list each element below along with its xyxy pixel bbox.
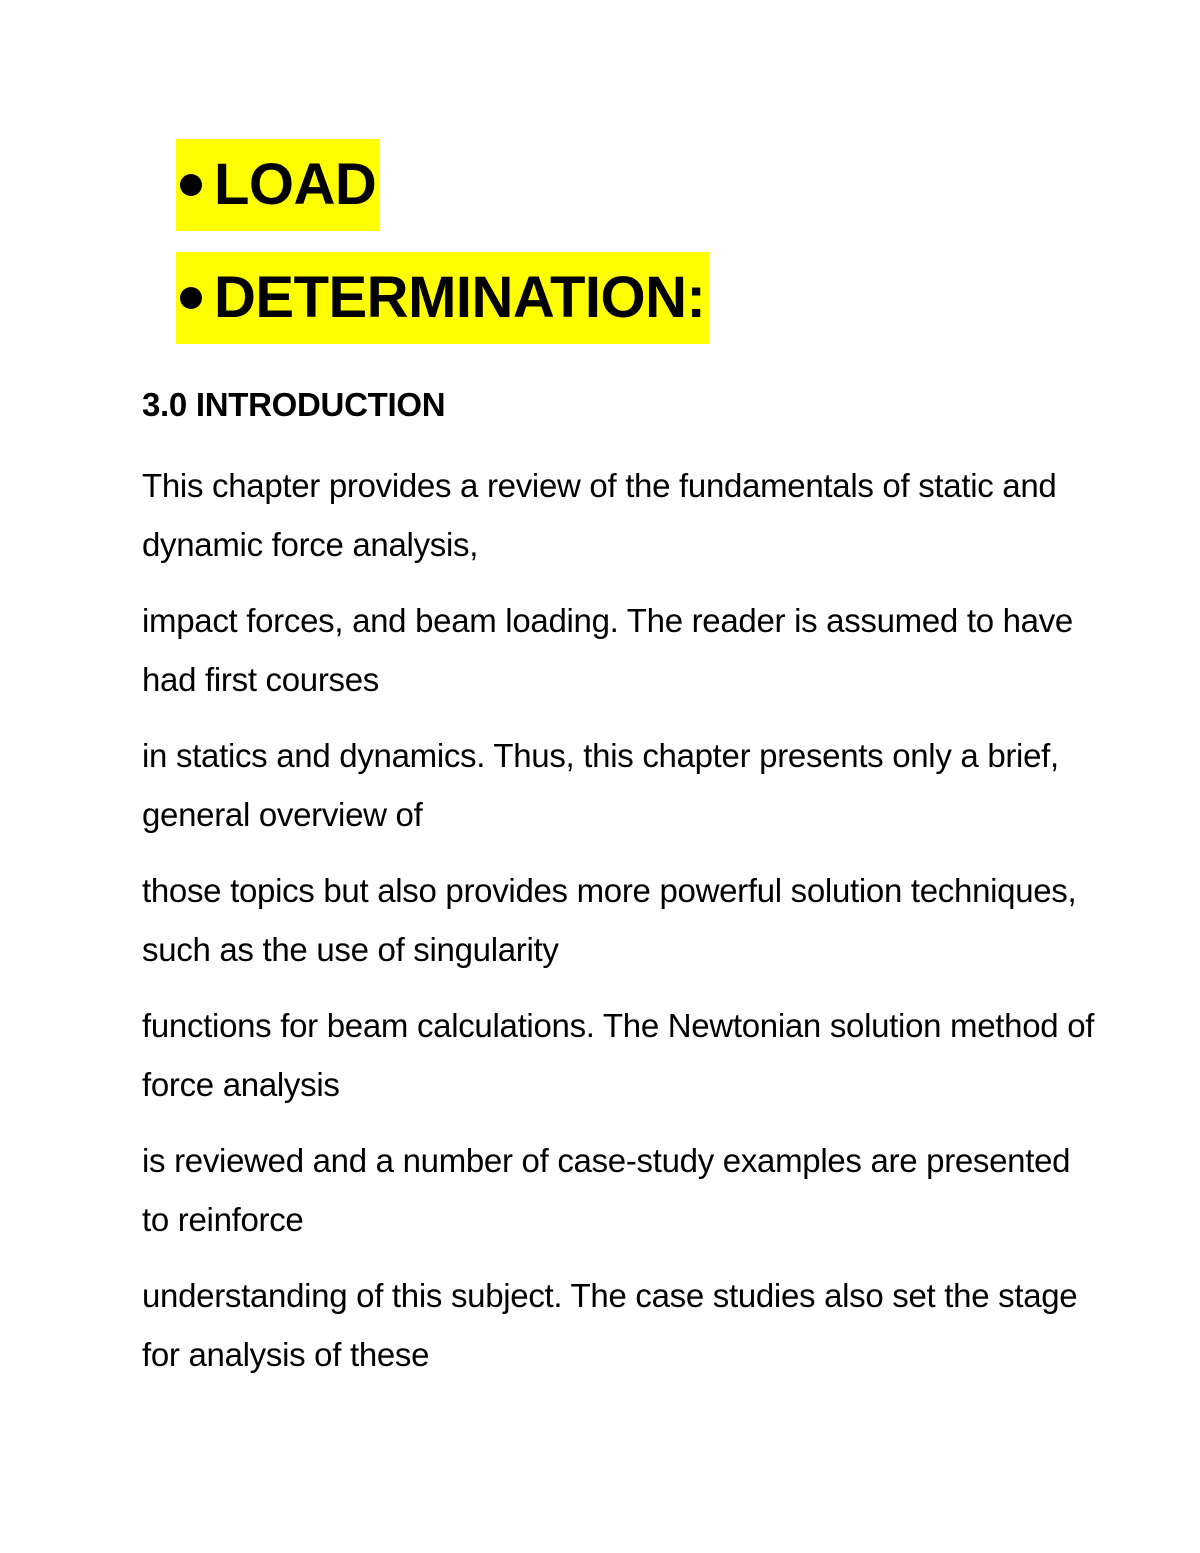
bullet-dot-icon (180, 287, 202, 309)
paragraph: is reviewed and a number of case-study examples are presented to reinforce (142, 1142, 1071, 1238)
bullet-text: LOAD (214, 152, 377, 217)
body-text (142, 456, 1102, 1401)
bullet-dot-icon (180, 174, 202, 196)
highlighted-bullet-load (176, 139, 380, 231)
paragraph: understanding of this subject. The case studies also set the stage for analysis of these (142, 1277, 1078, 1373)
paragraph: impact forces, and beam loading. The reader is assumed to have had first courses (142, 602, 1073, 698)
section-heading: 3.0 INTRODUCTION (142, 386, 446, 423)
paragraph: functions for beam calculations. The Newtonian solution method of force analysis (142, 1007, 1095, 1103)
bullet-text: DETERMINATION: (214, 265, 706, 330)
highlighted-bullet-determination (176, 252, 709, 344)
paragraph: those topics but also provides more powerful solution techniques, such as the use of singularity (142, 872, 1077, 968)
paragraph: in statics and dynamics. Thus, this chapter presents only a brief, general overview of (142, 737, 1059, 833)
paragraph: This chapter provides a review of the fundamentals of static and dynamic force analysis, (142, 467, 1057, 563)
